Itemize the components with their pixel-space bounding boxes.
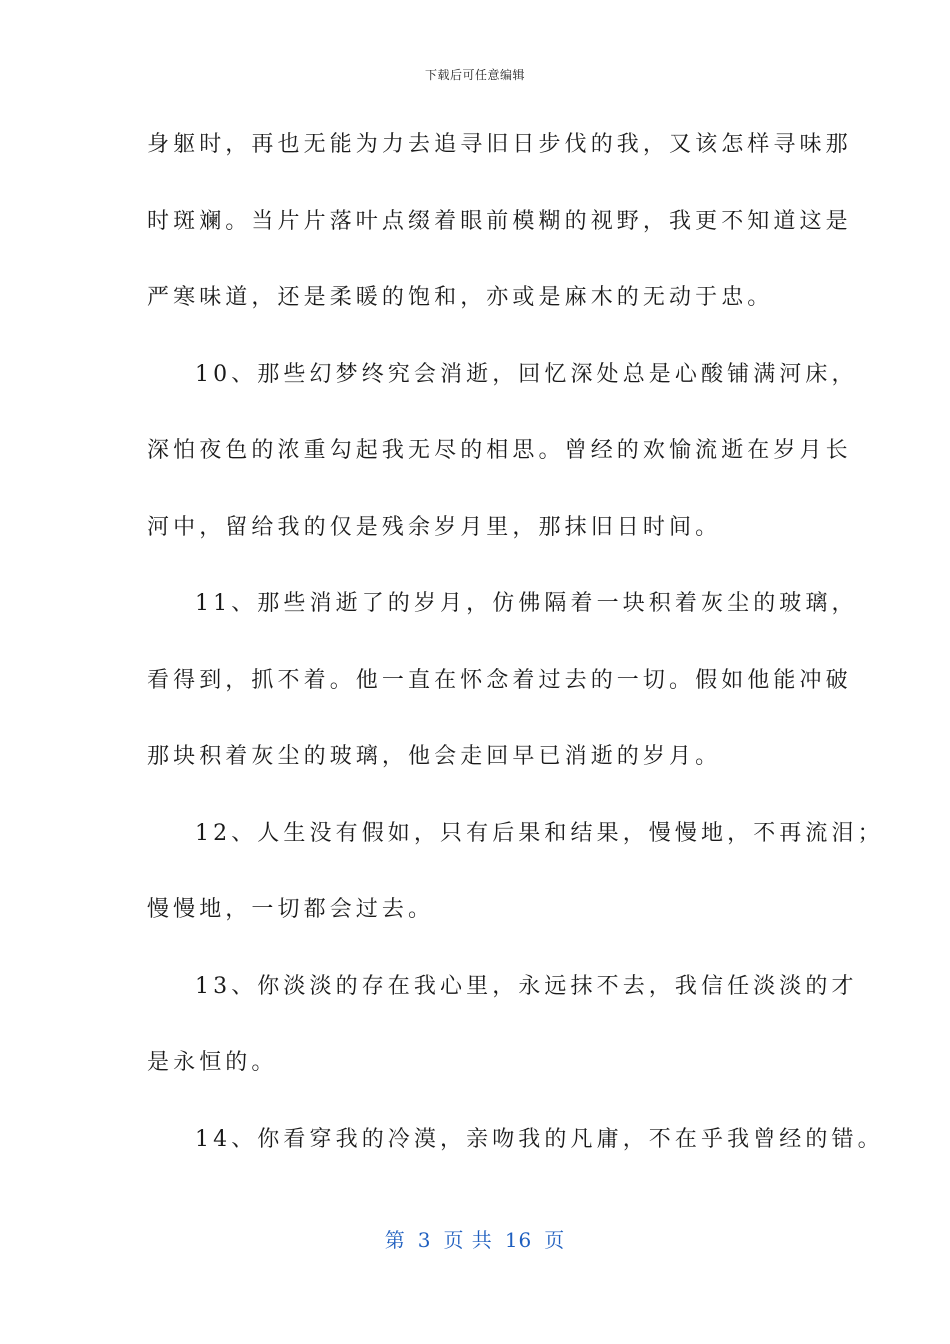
current-page-number: 3	[417, 1228, 432, 1252]
text-line: 河中，留给我的仅是残余岁月里，那抹旧日时间。	[147, 514, 722, 540]
text-line: 13、你淡淡的存在我心里，永远抹不去，我信任淡淡的才	[195, 973, 858, 999]
text-line: 身躯时，再也无能为力去追寻旧日步伐的我，又该怎样寻味那	[147, 132, 852, 157]
document-body	[147, 122, 884, 1193]
text-line: 时斑斓。当片片落叶点缀着眼前模糊的视野，我更不知道这是	[147, 208, 852, 234]
text-line: 11、那些消逝了的岁月，仿佛隔着一块积着灰尘的玻璃，	[195, 591, 858, 616]
text-line: 10、那些幻梦终究会消逝，回忆深处总是心酸铺满河床，	[195, 361, 858, 387]
text-line: 严寒味道，还是柔暖的饱和，亦或是麻木的无动于忠。	[147, 285, 774, 310]
text-line: 12、人生没有假如，只有后果和结果，慢慢地，不再流泪；	[195, 820, 884, 846]
text-line: 慢慢地，一切都会过去。	[147, 897, 435, 922]
text-line: 看得到，抓不着。他一直在怀念着过去的一切。假如他能冲破	[147, 667, 852, 693]
text-line: 是永恒的。	[147, 1050, 278, 1075]
total-pages-number: 16	[504, 1228, 533, 1252]
footer-suffix: 页	[544, 1228, 566, 1252]
text-line: 深怕夜色的浓重勾起我无尽的相思。曾经的欢愉流逝在岁月长	[147, 438, 852, 463]
text-line: 那块积着灰尘的玻璃，他会走回早已消逝的岁月。	[147, 744, 722, 769]
footer-prefix: 第	[384, 1228, 406, 1252]
page-header: 下载后可任意编辑	[424, 68, 525, 82]
page-footer	[0, 1224, 950, 1253]
footer-middle: 页 共	[443, 1228, 493, 1252]
text-line: 14、你看穿我的冷漠，亲吻我的凡庸，不在乎我曾经的错。	[195, 1126, 884, 1152]
